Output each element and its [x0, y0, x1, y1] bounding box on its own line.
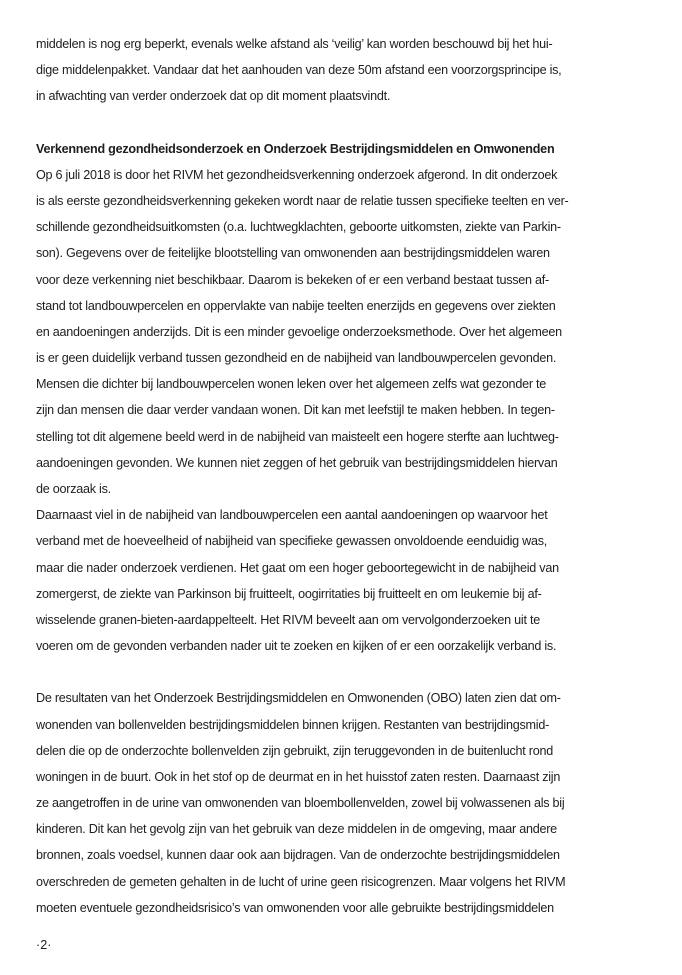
page-number: ·2·: [36, 938, 52, 952]
text-line: aandoeningen gevonden. We kunnen niet zeggen of het gebruik van bestrijdingsmiddelen hiervan: [36, 455, 558, 470]
text-line: voor deze verkenning niet beschikbaar. Daarom is bekeken of er een verband bestaat tussen af-: [36, 272, 550, 287]
text-line: Op 6 juli 2018 is door het RIVM het gezondheidsverkenning onderzoek afgerond. In dit onderzoek: [36, 167, 558, 182]
text-line: overschreden de gemeten gehalten in de lucht of urine geen risicogrenzen. Maar volgens het RIVM: [36, 874, 566, 889]
paragraph-intro: [36, 31, 656, 110]
text-line: stelling tot dit algemene beeld werd in de nabijheid van maisteelt een hogere sterfte aan luchtweg-: [36, 429, 559, 444]
paragraph-spacer: [36, 659, 656, 685]
paragraph-spacer: [36, 110, 656, 136]
text-line: delen die op de onderzochte bollenvelden zijn gebruikt, zijn teruggevonden in de buitenlucht rond: [36, 743, 553, 758]
text-line: Mensen die dichter bij landbouwpercelen wonen leken over het algemeen zelfs wat gezonder te: [36, 377, 547, 392]
text-line: maar die nader onderzoek verdienen. Het gaat om een hoger geboortegewicht in de nabijheid van: [36, 560, 559, 575]
text-line: in afwachting van verder onderzoek dat op dit moment plaatsvindt.: [36, 89, 391, 104]
section-heading: Verkennend gezondheidsonderzoek en Onderzoek Bestrijdingsmiddelen en Omwonenden: [36, 141, 555, 156]
text-line: is als eerste gezondheidsverkenning gekeken wordt naar de relatie tussen specifieke teelten en ver-: [36, 193, 569, 208]
text-line: Daarnaast viel in de nabijheid van landbouwpercelen een aantal aandoeningen op waarvoor het: [36, 508, 548, 523]
text-line: schillende gezondheidsuitkomsten (o.a. luchtwegklachten, geboorte uitkomsten, ziekte van Parkin-: [36, 220, 561, 235]
text-line: voeren om de gevonden verbanden nader uit te zoeken en kijken of er een oorzakelijk verband is.: [36, 639, 557, 654]
text-line: moeten eventuele gezondheidsrisico’s van omwonenden voor alle gebruikte bestrijdingsmiddelen: [36, 900, 554, 915]
text-line: middelen is nog erg beperkt, evenals welke afstand als ‘veilig’ kan worden beschouwd bij het hui-: [36, 37, 553, 51]
text-line: is er geen duidelijk verband tussen gezondheid en de nabijheid van landbouwpercelen gevonden.: [36, 351, 557, 366]
text-line: verband met de hoeveelheid of nabijheid van specifieke gewassen onvoldoende eenduidig was,: [36, 534, 548, 549]
text-line: wonenden van bollenvelden bestrijdingsmiddelen binnen krijgen. Restanten van bestrijdingsmid-: [36, 717, 550, 732]
text-line: bronnen, zoals voedsel, kunnen daar ook aan bijdragen. Van de onderzochte bestrijdingsmiddelen: [36, 848, 560, 863]
paragraph-obo: [36, 685, 656, 921]
text-line: ze aangetroffen in de urine van omwonenden van bloembollenvelden, zowel bij volwassenen als bij: [36, 796, 565, 811]
text-line: en aandoeningen anderzijds. Dit is een minder gevoelige onderzoeksmethode. Over het algemeen: [36, 324, 562, 339]
text-line: zijn dan mensen die daar verder vandaan wonen. Dit kan met leefstijl te maken hebben. In tegen-: [36, 403, 555, 418]
text-line: kinderen. Dit kan het gevolg zijn van het gebruik van deze middelen in de omgeving, maar andere: [36, 822, 557, 837]
text-line: stand tot landbouwpercelen en oppervlakte van nabije teelten enerzijds en gegevens over ziekten: [36, 298, 556, 313]
text-line: de oorzaak is.: [36, 482, 111, 496]
paragraph-daarnaast: [36, 502, 656, 659]
text-line: De resultaten van het Onderzoek Bestrijdingsmiddelen en Omwonenden (OBO) laten zien dat om-: [36, 691, 561, 706]
text-line: wisselende granen-bieten-aardappelteelt. Het RIVM beveelt aan om vervolgonderzoeken uit te: [36, 612, 540, 627]
document-page: [36, 31, 656, 921]
paragraph-verkenning: [36, 162, 656, 502]
text-line: dige middelenpakket. Vandaar dat het aanhouden van deze 50m afstand een voorzorgsprincipe is,: [36, 63, 562, 78]
text-line: son). Gegevens over de feitelijke blootstelling van omwonenden aan bestrijdingsmiddelen waren: [36, 246, 550, 261]
text-line: woningen in de buurt. Ook in het stof op de deurmat en in het huisstof zaten resten. Daarnaast zijn: [36, 769, 561, 784]
text-line: zomergerst, de ziekte van Parkinson bij fruitteelt, oogirritaties bij fruitteelt en om leukemie bij af-: [36, 586, 542, 601]
